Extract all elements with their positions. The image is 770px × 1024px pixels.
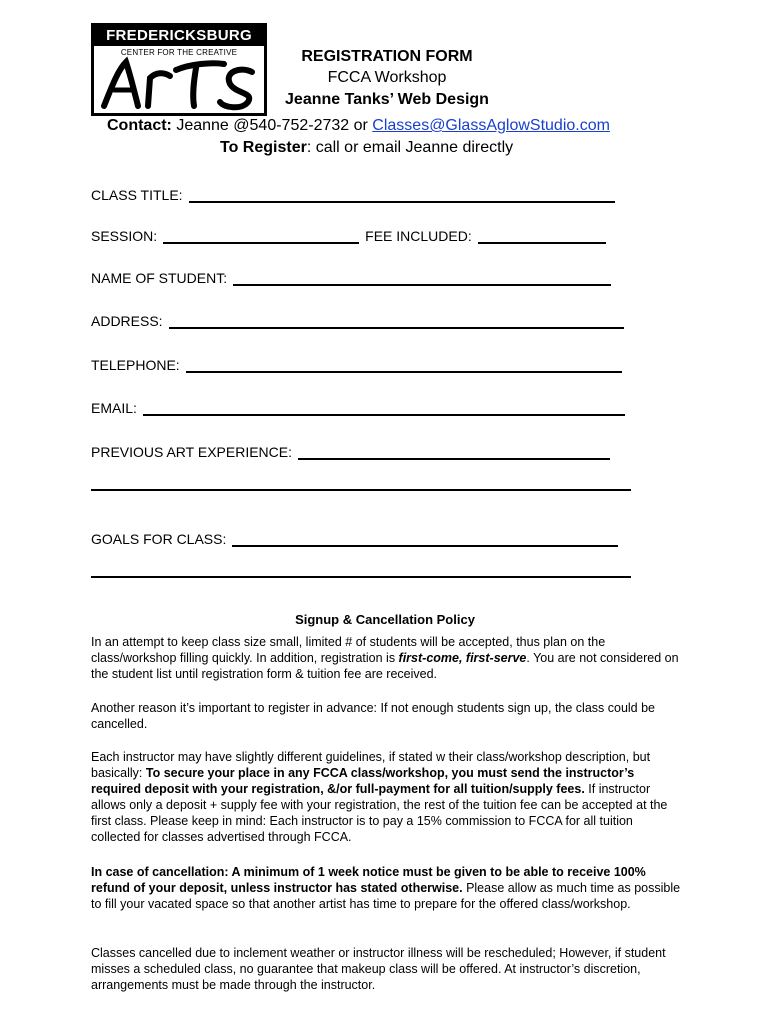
art-experience-input-line[interactable] [298,447,610,460]
email-input-line[interactable] [143,403,625,416]
telephone-field [91,357,622,373]
policy-paragraph-4 [91,864,681,912]
session-field [91,228,606,244]
fee-included-label: FEE INCLUDED: [365,228,472,244]
form-subtitle: FCCA Workshop [327,69,447,86]
policy-p3-text-a: Each instructor may have slightly different guidelines, if stated w their class/workshop description, but basically: [91,750,651,780]
session-label: SESSION: [91,228,158,244]
telephone-label: TELEPHONE: [91,357,180,373]
register-label: To Register [220,139,307,156]
contact-line [107,117,610,135]
student-name-field [91,270,611,286]
policy-paragraph-2: Another reason it’s important to register in advance: If not enough students sign up, the class could be cancelled. [91,701,656,731]
logo-name: FREDERICKSBURG [94,26,264,46]
address-input-line[interactable] [169,316,624,329]
session-input-line[interactable] [163,231,359,244]
art-experience-label: PREVIOUS ART EXPERIENCE: [91,444,292,460]
logo-subtitle: CENTER FOR THE CREATIVE [120,48,238,57]
goals-extra-line[interactable] [91,576,631,578]
contact-text: Jeanne @540-752-2732 or [171,117,373,134]
logo-arts-lettering [100,56,260,112]
goals-input-line[interactable] [232,534,618,547]
policy-paragraph-1 [91,634,681,682]
email-field [91,400,625,416]
art-experience-extra-line[interactable] [91,489,631,491]
fee-included-input-line[interactable] [478,231,606,244]
policy-p4-text: Please allow as much time as possible to fill your vacated space so that another artist has time to prepare for the offered class/workshop. [91,881,681,911]
email-label: EMAIL: [91,400,137,416]
class-title-field [91,187,615,203]
contact-label: Contact: [107,117,172,134]
policy-p1-text-a: In an attempt to keep class size small, limited # of students will be accepted, thus plan on the class/workshop filling quickly. In addition, registration is [91,635,606,665]
goals-field [91,531,618,547]
policy-p3-text-c: If instructor allows only a deposit + supply fee with your registration, the rest of the tuition fee can be accepted at the first class. Please keep in mind: Each instructor is to pay a 15% commission to FCCA for all tuition collected for classes advertised through FCCA. [91,782,668,844]
telephone-input-line[interactable] [186,360,622,373]
student-name-label: NAME OF STUDENT: [91,270,228,286]
policy-p1-text-c: . You are not considered on the student list until registration form & tuition fee are received. [91,651,679,681]
student-name-input-line[interactable] [233,273,611,286]
policy-paragraph-3 [91,749,681,845]
address-label: ADDRESS: [91,313,163,329]
fcca-logo [91,23,267,116]
class-title-label: CLASS TITLE: [91,187,183,203]
contact-email-link[interactable]: Classes@GlassAglowStudio.com [372,117,610,134]
policy-p1-emphasis: first-come, first-serve [398,651,527,665]
policy-p3-bold: To secure your place in any FCCA class/workshop, you must send the instructor’s required deposit with your registration, &/or full-payment for all tuition/supply fees. [91,766,635,796]
form-title: REGISTRATION FORM [301,48,473,65]
policy-title: Signup & Cancellation Policy [295,612,475,627]
art-experience-field [91,444,610,460]
policy-p4-bold: In case of cancellation: A minimum of 1 week notice must be given to be able to receive 100% refund of your deposit, unless instructor has stated otherwise. [91,865,646,895]
workshop-name: Jeanne Tanks’ Web Design [285,91,489,108]
register-text: : call or email Jeanne directly [306,139,514,156]
address-field [91,313,624,329]
class-title-input-line[interactable] [189,190,615,203]
policy-paragraph-5: Classes cancelled due to inclement weather or instructor illness will be rescheduled; However, if student misses a scheduled class, no guarantee that makeup class will be offered. At instructor’s discretion, arrangements must be made through the instructor. [91,946,666,992]
goals-label: GOALS FOR CLASS: [91,531,227,547]
register-line [220,139,513,157]
